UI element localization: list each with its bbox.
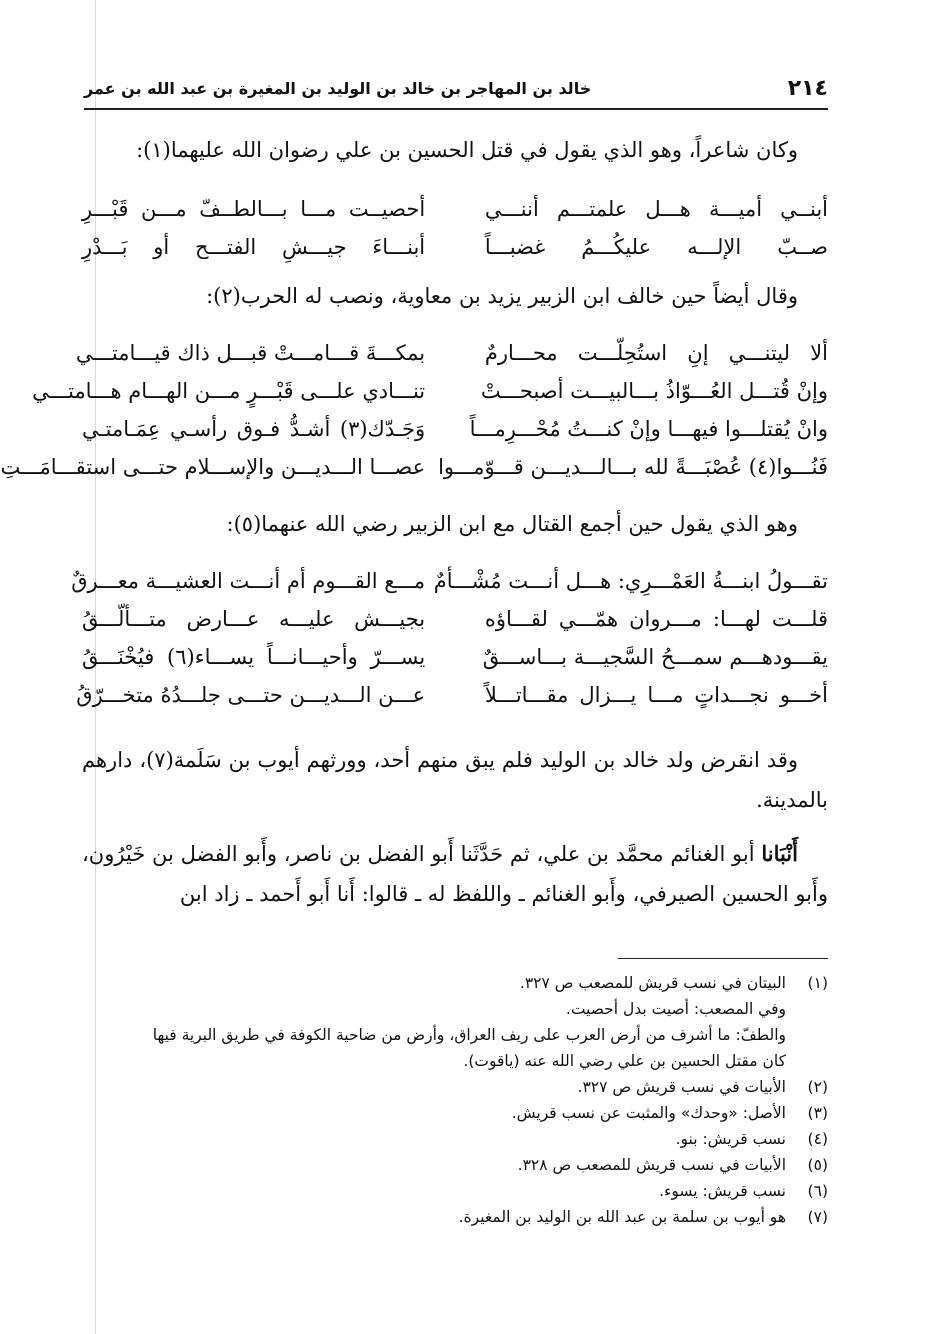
running-title: خالد بن المهاجر بن خالد بن الوليد بن المغيرة بن عبد الله بن عمر [84,78,592,98]
intro-1-block [82,130,828,170]
footnote-text: الأبيات في نسب قريش للمصعب ص ٣٢٨. [517,1156,786,1174]
paragraph-2-text: أبو الغنائم محمَّد بن علي، ثم حَدَّثَنا أَبو الفضل بن ناصر، وأَبو الفضل بن خَيْرُون، وأَبو الحسين الصيرفي، وأَبو الغنائم ـ واللفظ له ـ قالوا: أَنا أَبو أَحمد ـ زاد ابن [82,842,828,906]
paragraph-2-lead: أَنْبَانا [761,841,798,866]
verse-right-hemistich: فَنُـــوا(٤) عُصْبَـــةً لله بـــالـــديـــن قـــوّمـــوا [438,455,828,479]
paragraph-block [82,740,828,914]
footnote-text: الأصل: «وحدك» والمثبت عن نسب قريش. [511,1104,786,1122]
footnote-text: نسب قريش: بنو. [675,1130,786,1148]
verse-left-hemistich: بجيـــش عليـــه عـــارض متـــألّـــقُ [82,607,426,631]
page-header [84,68,828,110]
footnote [82,970,828,996]
poem-1 [82,190,828,266]
verse-right-hemistich: وانْ يُقتلـــوا فيهـــا وإنْ كنـــتُ مُحْـــرِمـــاً [469,417,828,441]
poem-3-verse [82,638,828,676]
intro-3: وهو الذي يقول حين أجمع القتال مع ابن الزبير رضي الله عنهما(٥): [226,512,798,536]
paragraph-2 [82,834,828,914]
verse-right-hemistich: أبنــي أميـــة هـــل علمتـــم أننـــي [484,197,828,221]
intro-3-block [82,504,828,544]
footnote-text: الأبيات في نسب قريش ص ٣٢٧. [577,1078,786,1096]
poem-3 [71,562,828,714]
paragraph-1: وقد انقرض ولد خالد بن الوليد فلم يبق منهم أحد، وورثهم أيوب بن سَلَمة(٧)، دارهم بالمدينة. [82,748,828,812]
footnote-text: نسب قريش: يسوء. [659,1182,786,1200]
verse-left-hemistich: أحصيــت مـــا بـــالطــفّ مـــن قَبْـــرِ [82,197,426,221]
footnote-number: (٦) [807,1182,828,1200]
verse-left-hemistich: مـــع القـــوم أم أنـــت العشيـــة معـــرقٌ [71,569,426,593]
footnote-text: هو أيوب بن سلمة بن عبد الله بن الوليد بن المغيرة. [458,1208,786,1226]
intro-2: وقال أيضاً حين خالف ابن الزبير يزيد بن معاوية، ونصب له الحرب(٢): [206,284,798,308]
footnote-continuation: وفي المصعب: أصيت بدل أحصيت. [565,1000,786,1018]
poem-2-verse [0,448,828,486]
page-number: ٢١٤ [787,75,828,101]
verse-left-hemistich: أبنـــاءَ جيـــشِ الفتـــح أو بَـــدْرِ [82,235,426,259]
verse-right-hemistich: ألا ليتنـــي إنِ استُحِلّـــت محـــارمٌ [484,341,828,365]
footnote-number: (٧) [807,1208,828,1226]
verse-right-hemistich: يقـــودهـــم سمـــحُ السَّجيـــة بـــاســـقٌ [482,645,828,669]
poem-3-verse [71,562,828,600]
poem-3-verse [76,676,828,714]
verse-right-hemistich: تقـــولُ ابنـــةُ العَمْـــرِي: هـــل أنـــت مُشْـــأمٌ [433,569,828,593]
footnote-number: (٢) [807,1078,828,1096]
footnote [82,1152,828,1178]
verse-right-hemistich: صــبّ الإلـــه عليكُـــمُ غضبـــاً [484,235,828,259]
footnote-separator [618,958,828,959]
intro-2-block [82,276,828,316]
footnote-text: البيتان في نسب قريش للمصعب ص ٣٢٧. [519,974,786,992]
footnote-continuation: والطفّ: ما أشرف من أرض العرب على ريف العراق، وأرض من ضاحية الكوفة في طريق البرية فيها [152,1026,786,1044]
verse-right-hemistich: أخـــو نجـــداتٍ مـــا يـــزال مقـــاتـــلاً [484,683,828,707]
footnote [82,1074,828,1100]
footnote [82,1100,828,1126]
verse-left-hemistich: وَجَـدّك(٣) أشـدُّ فـوق رأسـي عِمَـامتـي [82,417,426,441]
verse-left-hemistich: بمكـــةَ قـــامـــتْ قبـــل ذاك قيـــامتـــي [75,341,426,365]
poem-2-verse [32,372,828,410]
poem-2-verse [82,410,828,448]
footnote-number: (٤) [807,1130,828,1148]
verse-left-hemistich: يســـرّ وأحيـــانـــاً يســـاء(٦) فيُخْنَـــقُ [82,645,426,669]
intro-1: وكان شاعراً، وهو الذي يقول في قتل الحسين بن علي رضوان الله عليهما(١): [136,138,798,162]
footnote [82,1126,828,1152]
footnote [82,1178,828,1204]
poem-1-verse [82,228,828,266]
poem-2 [0,334,828,486]
footnote-number: (٥) [807,1156,828,1174]
verse-left-hemistich: تنـــادي علـــى قَبْـــرٍ مـــن الهـــام هـــامتـــي [32,379,426,403]
verse-right-hemistich: قلـــت لهـــا: مـــروان همّـــي لقـــاؤه [484,607,828,631]
poem-1-verse [82,190,828,228]
poem-3-verse [82,600,828,638]
verse-left-hemistich: عصـــا الـــديـــن والإســـلام حتـــى استقـــامَـــتِ [0,455,426,479]
footnote-number: (٣) [807,1104,828,1122]
verse-left-hemistich: عـــن الـــديـــن حتـــى جلـــدُهُ متخـــرّقُ [76,683,426,707]
footnote-number: (١) [807,974,828,992]
poem-2-verse [75,334,828,372]
footnotes [82,970,828,1230]
footnote [82,1204,828,1230]
footnote-continuation: كان مقتل الحسين بن علي رضي الله عنه (ياقوت). [463,1052,786,1070]
verse-right-hemistich: وإنْ قُتـــل العُـــوّاذُ بـــالبيـــت أصبحـــتْ [480,379,828,403]
